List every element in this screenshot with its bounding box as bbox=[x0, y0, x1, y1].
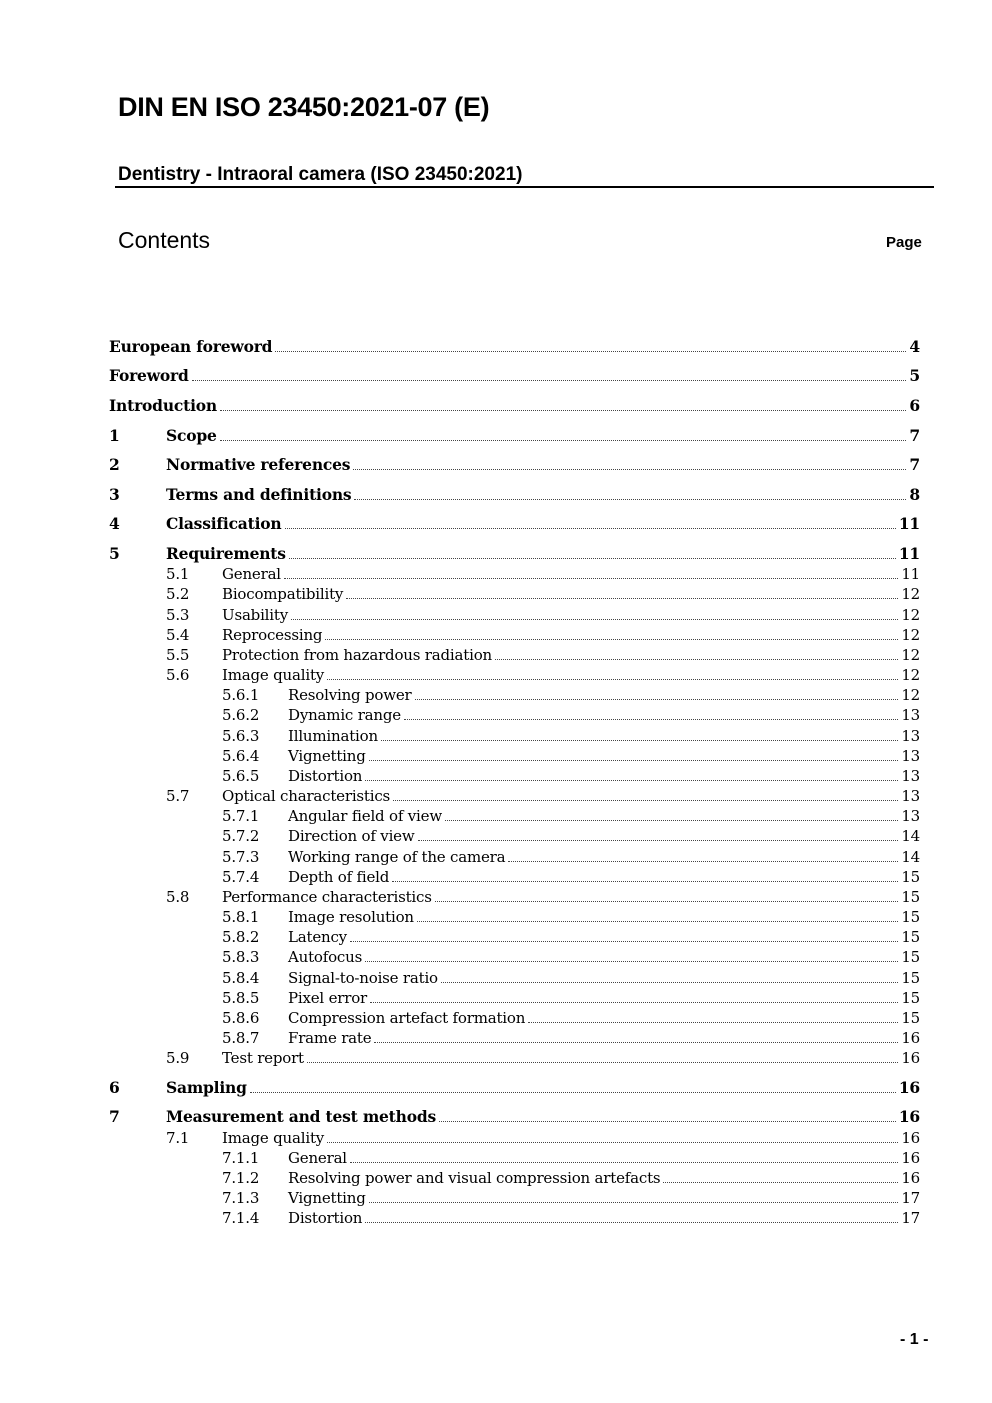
toc-entry-title: Normative references bbox=[166, 455, 353, 475]
toc-entry-number: 7.1.4 bbox=[222, 1209, 260, 1227]
toc-entry[interactable] bbox=[0, 726, 992, 746]
toc-entry-page: 12 bbox=[901, 585, 920, 603]
toc-entry-page: 6 bbox=[909, 396, 920, 415]
toc-entry-number: 5.8.6 bbox=[222, 1009, 260, 1027]
toc-entry-number: 1 bbox=[109, 426, 120, 445]
toc-entry-page: 15 bbox=[901, 989, 920, 1007]
toc-dot-leader bbox=[285, 528, 896, 529]
toc-entry[interactable] bbox=[0, 1148, 992, 1168]
toc-entry-title: Vignetting bbox=[288, 746, 369, 766]
toc-dot-leader bbox=[381, 740, 898, 741]
toc-entry-page: 4 bbox=[909, 337, 920, 356]
toc-dot-leader bbox=[445, 820, 898, 821]
toc-entry[interactable] bbox=[0, 584, 992, 604]
toc-entry-title: Resolving power and visual compression artefacts bbox=[288, 1168, 663, 1188]
toc-entry-title: Signal-to-noise ratio bbox=[288, 968, 441, 988]
toc-entry-number: 5.8 bbox=[166, 888, 190, 906]
toc-entry[interactable] bbox=[0, 907, 992, 927]
toc-entry[interactable] bbox=[0, 826, 992, 846]
toc-entry-title: Test report bbox=[222, 1048, 307, 1068]
toc-entry[interactable] bbox=[0, 685, 992, 705]
toc-entry-title: Illumination bbox=[288, 726, 381, 746]
toc-entry-title: Frame rate bbox=[288, 1028, 374, 1048]
toc-entry-number: 3 bbox=[109, 485, 120, 504]
toc-entry-number: 5.3 bbox=[166, 606, 190, 624]
toc-dot-leader bbox=[350, 941, 898, 942]
toc-entry-title: European foreword bbox=[109, 337, 275, 357]
toc-entry-title: Image quality bbox=[222, 665, 327, 685]
footer-page-number: - 1 - bbox=[900, 1331, 929, 1348]
toc-dot-leader bbox=[441, 982, 898, 983]
toc-entry-page: 13 bbox=[901, 747, 920, 765]
toc-dot-leader bbox=[435, 901, 898, 902]
toc-entry-title: Protection from hazardous radiation bbox=[222, 645, 495, 665]
toc-entry[interactable] bbox=[0, 1168, 992, 1188]
toc-entry[interactable] bbox=[0, 1008, 992, 1028]
toc-entry[interactable] bbox=[0, 1208, 992, 1228]
toc-entry[interactable] bbox=[0, 366, 992, 386]
toc-entry[interactable] bbox=[0, 665, 992, 685]
toc-dot-leader bbox=[289, 558, 896, 559]
toc-entry[interactable] bbox=[0, 625, 992, 645]
toc-entry[interactable] bbox=[0, 1128, 992, 1148]
toc-entry[interactable] bbox=[0, 1107, 992, 1127]
toc-entry-number: 7 bbox=[109, 1107, 120, 1126]
toc-entry[interactable] bbox=[0, 746, 992, 766]
toc-entry[interactable] bbox=[0, 1188, 992, 1208]
toc-entry-number: 5.6.1 bbox=[222, 686, 260, 704]
toc-entry-title: Distortion bbox=[288, 1208, 365, 1228]
toc-entry[interactable] bbox=[0, 396, 992, 416]
toc-entry-page: 15 bbox=[901, 868, 920, 886]
toc-dot-leader bbox=[354, 499, 906, 500]
toc-entry[interactable] bbox=[0, 847, 992, 867]
toc-entry-page: 11 bbox=[898, 544, 920, 563]
toc-entry-page: 12 bbox=[901, 626, 920, 644]
toc-entry-page: 17 bbox=[901, 1189, 920, 1207]
toc-entry-page: 17 bbox=[901, 1209, 920, 1227]
toc-dot-leader bbox=[220, 410, 906, 411]
toc-entry[interactable] bbox=[0, 514, 992, 534]
toc-entry-title: Angular field of view bbox=[288, 806, 445, 826]
toc-entry-title: General bbox=[288, 1148, 350, 1168]
toc-dot-leader bbox=[374, 1042, 898, 1043]
toc-entry-title: Direction of view bbox=[288, 826, 418, 846]
toc-entry-number: 5.6 bbox=[166, 666, 190, 684]
toc-dot-leader bbox=[325, 639, 898, 640]
toc-entry-page: 16 bbox=[901, 1169, 920, 1187]
toc-entry-number: 5.1 bbox=[166, 565, 190, 583]
toc-entry-title: Image resolution bbox=[288, 907, 417, 927]
toc-dot-leader bbox=[346, 598, 898, 599]
toc-entry-number: 5.6.5 bbox=[222, 767, 260, 785]
toc-entry-number: 5.8.3 bbox=[222, 948, 260, 966]
toc-entry-page: 15 bbox=[901, 1009, 920, 1027]
header-rule bbox=[115, 186, 934, 188]
toc-dot-leader bbox=[369, 760, 898, 761]
toc-entry-title: Latency bbox=[288, 927, 350, 947]
document-subtitle: Dentistry - Intraoral camera (ISO 23450:2021) bbox=[118, 164, 523, 185]
toc-dot-leader bbox=[353, 469, 906, 470]
toc-dot-leader bbox=[365, 1222, 898, 1223]
toc-entry-page: 7 bbox=[909, 426, 920, 445]
toc-entry-page: 16 bbox=[898, 1107, 920, 1126]
toc-dot-leader bbox=[370, 1002, 898, 1003]
toc-entry-page: 5 bbox=[909, 366, 920, 385]
toc-entry[interactable] bbox=[0, 337, 992, 357]
toc-entry[interactable] bbox=[0, 1028, 992, 1048]
toc-entry-number: 5.7.4 bbox=[222, 868, 260, 886]
toc-dot-leader bbox=[365, 780, 898, 781]
toc-entry-number: 2 bbox=[109, 455, 120, 474]
toc-entry-title: Usability bbox=[222, 605, 291, 625]
toc-entry-number: 5.8.7 bbox=[222, 1029, 260, 1047]
toc-dot-leader bbox=[327, 679, 898, 680]
toc-entry-title: Biocompatibility bbox=[222, 584, 346, 604]
toc-entry-number: 5.8.4 bbox=[222, 969, 260, 987]
toc-entry-page: 13 bbox=[901, 807, 920, 825]
toc-entry-number: 5.4 bbox=[166, 626, 190, 644]
toc-entry-page: 13 bbox=[901, 706, 920, 724]
contents-heading: Contents bbox=[118, 227, 211, 253]
toc-entry-title: Introduction bbox=[109, 396, 220, 416]
toc-entry-page: 14 bbox=[901, 827, 920, 845]
toc-entry-number: 5.8.1 bbox=[222, 908, 260, 926]
toc-entry[interactable] bbox=[0, 947, 992, 967]
toc-dot-leader bbox=[327, 1142, 898, 1143]
toc-entry-number: 5.9 bbox=[166, 1049, 190, 1067]
toc-entry[interactable] bbox=[0, 1078, 992, 1098]
toc-entry[interactable] bbox=[0, 766, 992, 786]
toc-entry-number: 5.7.1 bbox=[222, 807, 260, 825]
toc-entry-title: Foreword bbox=[109, 366, 192, 386]
toc-entry-number: 7.1.3 bbox=[222, 1189, 260, 1207]
toc-entry-page: 15 bbox=[901, 888, 920, 906]
toc-entry-number: 5.6.2 bbox=[222, 706, 260, 724]
toc-entry[interactable] bbox=[0, 1048, 992, 1068]
toc-dot-leader bbox=[404, 719, 898, 720]
toc-entry-title: Requirements bbox=[166, 544, 289, 564]
toc-entry-title: Classification bbox=[166, 514, 285, 534]
toc-entry-number: 7.1 bbox=[166, 1129, 190, 1147]
toc-dot-leader bbox=[275, 351, 906, 352]
toc-entry-page: 15 bbox=[901, 948, 920, 966]
toc-entry[interactable] bbox=[0, 867, 992, 887]
toc-entry-title: Autofocus bbox=[288, 947, 365, 967]
toc-dot-leader bbox=[508, 861, 898, 862]
toc-entry-number: 5 bbox=[109, 544, 120, 563]
toc-entry-title: General bbox=[222, 564, 284, 584]
toc-dot-leader bbox=[192, 380, 906, 381]
toc-dot-leader bbox=[250, 1092, 896, 1093]
toc-entry-page: 12 bbox=[901, 606, 920, 624]
toc-entry-number: 5.7.3 bbox=[222, 848, 260, 866]
toc-entry-page: 11 bbox=[898, 514, 920, 533]
toc-dot-leader bbox=[418, 840, 898, 841]
toc-entry-title: Image quality bbox=[222, 1128, 327, 1148]
toc-entry-title: Dynamic range bbox=[288, 705, 404, 725]
toc-dot-leader bbox=[291, 619, 898, 620]
toc-entry-number: 5.5 bbox=[166, 646, 190, 664]
toc-entry-number: 5.7.2 bbox=[222, 827, 260, 845]
toc-entry-number: 5.6.3 bbox=[222, 727, 260, 745]
toc-dot-leader bbox=[415, 699, 898, 700]
toc-dot-leader bbox=[220, 440, 906, 441]
toc-entry-page: 16 bbox=[901, 1149, 920, 1167]
toc-entry-page: 12 bbox=[901, 686, 920, 704]
toc-entry-page: 12 bbox=[901, 646, 920, 664]
toc-dot-leader bbox=[528, 1022, 898, 1023]
page-column-heading: Page bbox=[886, 234, 922, 251]
toc-entry-title: Working range of the camera bbox=[288, 847, 508, 867]
toc-entry-page: 15 bbox=[901, 908, 920, 926]
toc-entry-page: 16 bbox=[898, 1078, 920, 1097]
toc-entry[interactable] bbox=[0, 564, 992, 584]
toc-entry[interactable] bbox=[0, 544, 992, 564]
toc-entry-number: 7.1.1 bbox=[222, 1149, 260, 1167]
toc-entry-number: 7.1.2 bbox=[222, 1169, 260, 1187]
toc-entry-title: Terms and definitions bbox=[166, 485, 354, 505]
toc-entry-title: Scope bbox=[166, 426, 220, 446]
toc-dot-leader bbox=[663, 1182, 898, 1183]
toc-entry[interactable] bbox=[0, 455, 992, 475]
toc-entry-page: 13 bbox=[901, 767, 920, 785]
toc-entry-title: Reprocessing bbox=[222, 625, 325, 645]
toc-entry-page: 16 bbox=[901, 1029, 920, 1047]
toc-entry-title: Measurement and test methods bbox=[166, 1107, 439, 1127]
toc-entry[interactable] bbox=[0, 426, 992, 446]
toc-entry[interactable] bbox=[0, 968, 992, 988]
toc-entry-title: Sampling bbox=[166, 1078, 250, 1098]
toc-entry-page: 12 bbox=[901, 666, 920, 684]
toc-entry-number: 5.8.2 bbox=[222, 928, 260, 946]
toc-entry[interactable] bbox=[0, 927, 992, 947]
toc-dot-leader bbox=[365, 961, 898, 962]
toc-entry-title: Depth of field bbox=[288, 867, 392, 887]
toc-entry[interactable] bbox=[0, 645, 992, 665]
toc-entry[interactable] bbox=[0, 806, 992, 826]
toc-entry[interactable] bbox=[0, 705, 992, 725]
toc-entry-page: 15 bbox=[901, 928, 920, 946]
toc-entry-number: 5.8.5 bbox=[222, 989, 260, 1007]
toc-dot-leader bbox=[284, 578, 898, 579]
toc-entry-page: 7 bbox=[909, 455, 920, 474]
toc-entry-page: 14 bbox=[901, 848, 920, 866]
toc-dot-leader bbox=[393, 800, 898, 801]
toc-entry-number: 4 bbox=[109, 514, 120, 533]
toc-entry-title: Pixel error bbox=[288, 988, 370, 1008]
toc-entry[interactable] bbox=[0, 988, 992, 1008]
toc-dot-leader bbox=[417, 921, 898, 922]
toc-dot-leader bbox=[495, 659, 898, 660]
toc-entry-page: 16 bbox=[901, 1049, 920, 1067]
toc-entry-page: 13 bbox=[901, 727, 920, 745]
toc-entry-page: 13 bbox=[901, 787, 920, 805]
toc-entry-title: Distortion bbox=[288, 766, 365, 786]
toc-dot-leader bbox=[350, 1162, 898, 1163]
toc-entry-page: 16 bbox=[901, 1129, 920, 1147]
toc-entry[interactable] bbox=[0, 605, 992, 625]
toc-entry-number: 5.2 bbox=[166, 585, 190, 603]
toc-dot-leader bbox=[392, 881, 898, 882]
toc-entry-title: Optical characteristics bbox=[222, 786, 393, 806]
toc-entry-title: Resolving power bbox=[288, 685, 415, 705]
toc-entry-title: Performance characteristics bbox=[222, 887, 435, 907]
toc-dot-leader bbox=[307, 1062, 898, 1063]
toc-entry-page: 15 bbox=[901, 969, 920, 987]
document-title: DIN EN ISO 23450:2021-07 (E) bbox=[118, 92, 490, 122]
toc-entry-title: Vignetting bbox=[288, 1188, 369, 1208]
toc-entry[interactable] bbox=[0, 887, 992, 907]
toc-entry[interactable] bbox=[0, 485, 992, 505]
toc-entry-page: 11 bbox=[901, 565, 920, 583]
toc-dot-leader bbox=[369, 1202, 898, 1203]
toc-entry-number: 5.6.4 bbox=[222, 747, 260, 765]
toc-entry[interactable] bbox=[0, 786, 992, 806]
toc-entry-number: 5.7 bbox=[166, 787, 190, 805]
toc-entry-number: 6 bbox=[109, 1078, 120, 1097]
toc-dot-leader bbox=[439, 1121, 896, 1122]
toc-entry-page: 8 bbox=[909, 485, 920, 504]
toc-entry-title: Compression artefact formation bbox=[288, 1008, 528, 1028]
